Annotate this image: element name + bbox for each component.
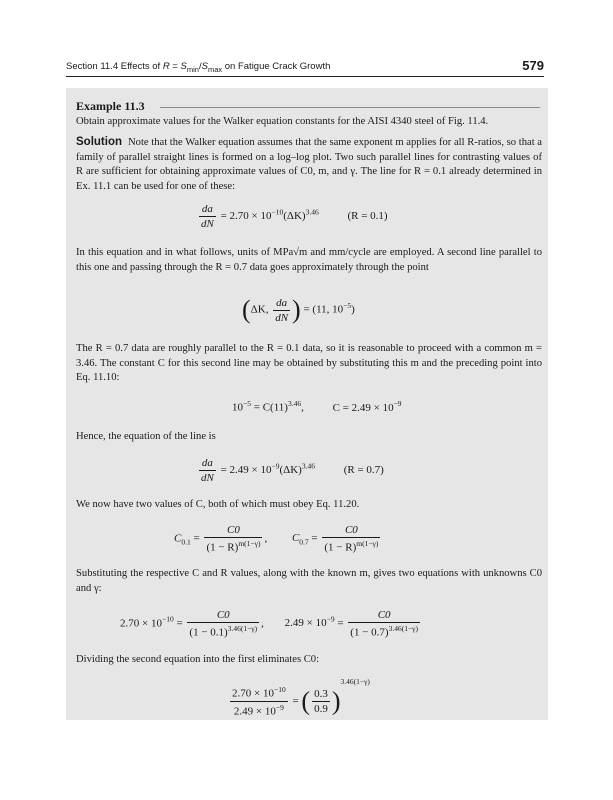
equation-substituted-pair: $2.70 \times 10^{-10}$ = $\frac{C0}{(1 - 0.1)^{3.46(1-\gamma)}}$ , $2.49 \times 10^{-9}$ = $\frac{C0}{(1 - 0.7)^{3.46(1-\gamma)}}$: [120, 609, 418, 639]
equation-walker-pair: $C_{0.1}$ = $\frac{C0}{(1 - R)^{m(1-\gamma)}}$ , $C_{0.7}$ = $\frac{C0}{(1 - R)^{m(1-\gamma)}}$: [174, 524, 379, 554]
solution-paragraph-7: Dividing the second equation into the first eliminates C0:: [76, 654, 320, 665]
solution-paragraph-1: Solution Note that the Walker equation assumes that the same exponent m applies for all R-ratios, so that a family of parallel straight lines is formed on a log–log plot. Two such parallel lines for contrasting values of R are sufficient for obtaining approximate values of C0, m, and γ. The line for R = 0.1 already determined in Ex. 11.1 can be used for one of these:: [76, 136, 542, 192]
example-title-rule: [160, 107, 540, 108]
solution-label: Solution: [76, 136, 122, 148]
solution-paragraph-4: Hence, the equation of the line is: [76, 431, 216, 442]
header-divider: [66, 76, 544, 77]
section-title: Section 11.4 Effects of $R = S_{min}/S_{max}$ on Fatigue Crack Growth: [66, 61, 331, 74]
equation-r07: $\frac{da}{dN}$ = $2.49 \times 10^{-9}(\Delta K)^{3.46}$ (R = 0.7): [201, 457, 384, 484]
page-number: 579: [522, 58, 544, 73]
solution-paragraph-5: We now have two values of C, both of which must obey Eq. 11.20.: [76, 499, 360, 510]
equation-ratio: $\frac{2.70 \times 10^{-10}}{2.49 \times 10^{-9}}$ = ( $\frac{0.3}{0.9}$ )$^{3.46(1-\gamma)}$: [232, 677, 370, 718]
running-header: [66, 59, 544, 75]
solution-paragraph-6: Substituting the respective C and R values, along with the known m, gives two equations with unknowns C0 and γ:: [76, 568, 542, 594]
equation-r01: $\frac{da}{dN}$ = $2.70 \times 10^{-10}(\Delta K)^{3.46}$ (R = 0.1): [201, 203, 388, 230]
solution-paragraph-3: The R = 0.7 data are roughly parallel to the R = 0.1 data, so it is reasonable to proceed with a common m = 3.46. The constant C for this second line may be obtained by substituting this m and the preceding point into Eq. 11.10:: [76, 343, 542, 384]
solution-paragraph-2: In this equation and in what follows, units of MPa√m and mm/cycle are employed. A second line parallel to this one and passing through the R = 0.7 data goes approximately through the point: [76, 247, 542, 273]
example-title: Example 11.3: [76, 99, 145, 113]
equation-point: (ΔK, $\frac{da}{dN}$ ) = (11, $10^{-5}$): [242, 295, 355, 324]
equation-constant-c: $10^{-5} = C(11)^{3.46}$, $C = 2.49 \times 10^{-9}$: [232, 399, 402, 414]
problem-statement: Obtain approximate values for the Walker equation constants for the AISI 4340 steel of Fig. 11.4.: [76, 116, 489, 127]
